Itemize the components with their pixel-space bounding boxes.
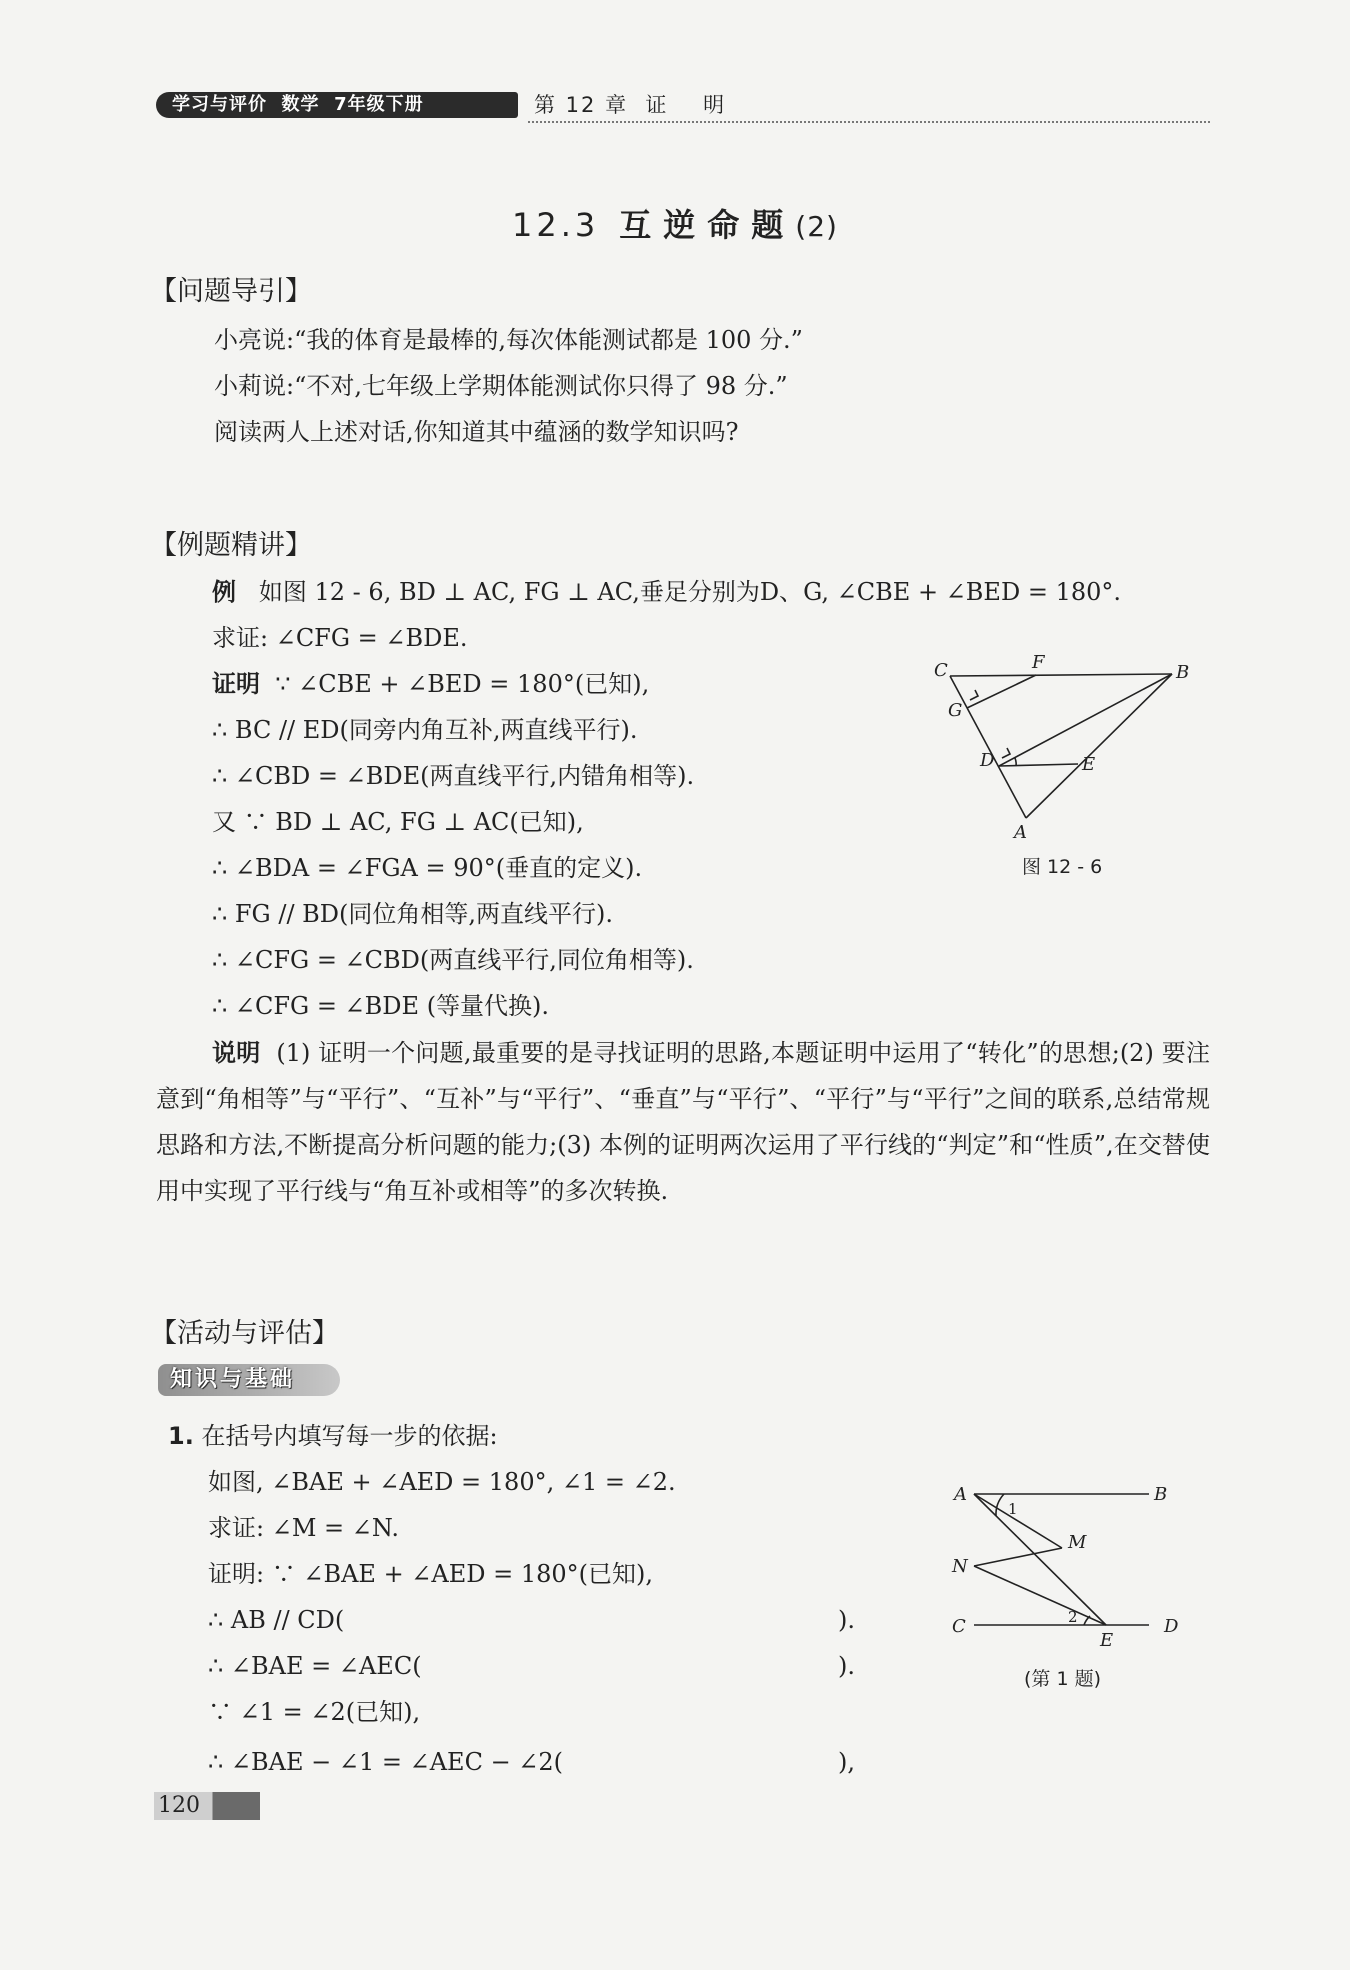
segment-AM (974, 1494, 1062, 1548)
knowledge-basics-badge: 知识与基础 (158, 1364, 340, 1396)
guide-line: 小亮说:“我的体育是最棒的,每次体能测试都是 100 分.” (214, 326, 803, 354)
right-angle-mark-D (1002, 748, 1010, 758)
label-C: C (934, 660, 948, 681)
proof-step: ∴ BC // ED(同旁内角互补,两直线平行). (212, 716, 638, 744)
label-D: D (980, 750, 995, 771)
segment-NE (974, 1566, 1106, 1625)
note-label: 说明 (212, 1039, 261, 1067)
proof-step: ∴ ∠CFG = ∠BDE (等量代换). (212, 992, 550, 1020)
question-number: 1. (168, 1422, 194, 1450)
figure-caption: 图 12 - 6 (1022, 856, 1103, 878)
segment-BA (1026, 674, 1172, 818)
q1-line-blank: ∴ AB // CD( (208, 1606, 345, 1634)
label-E: E (1100, 1630, 1114, 1651)
guide-line: 小莉说:“不对,七年级上学期体能测试你只得了 98 分.” (214, 372, 788, 400)
q1-blank-close: ). (838, 1606, 855, 1634)
segment-GF (967, 675, 1036, 708)
section-heading-example: 【例题精讲】 (150, 530, 312, 561)
label-N: N (952, 1556, 968, 1577)
lesson-part: (2) (795, 210, 838, 243)
label-A: A (954, 1484, 967, 1505)
q1-line: 如图, ∠BAE + ∠AED = 180°, ∠1 = ∠2. (208, 1468, 676, 1496)
label-E: E (1082, 754, 1096, 775)
q1-blank-close: ), (838, 1748, 855, 1776)
proof-step: ∴ ∠CBD = ∠BDE(两直线平行,内错角相等). (212, 762, 695, 790)
segment-DB (999, 674, 1172, 766)
example-label: 例 (212, 578, 236, 606)
proof-line-1 (212, 666, 649, 702)
proof-step: ∴ ∠BDA = ∠FGA = 90°(垂直的定义). (212, 854, 643, 882)
label-G: G (948, 700, 963, 721)
label-angle-1: 1 (1008, 1500, 1018, 1518)
label-B: B (1176, 662, 1190, 683)
segment-MN (974, 1548, 1062, 1566)
question-1-figure-caption: (第 1 题) (1024, 1668, 1101, 1690)
label-D: D (1164, 1616, 1179, 1637)
label-C: C (952, 1616, 966, 1637)
segment-CB (950, 674, 1172, 676)
note-text: (1) 证明一个问题,最重要的是寻找证明的思路,本题证明中运用了“转化”的思想;(2) 要注意到“角相等”与“平行”、“互补”与“平行”、“垂直”与“平行”、“平行”与“平行”之间的联系,总结常规思路和方法,不断提高分析问题的能力;(3) 本例的证明两次运用了平行线的“判定”和“性质”,在交替使用中实现了平行线与“角互补或相等”的多次转换. (156, 1039, 1210, 1205)
lesson-number: 12.3 (512, 206, 600, 244)
segment-AE (974, 1494, 1106, 1625)
proof-label: 证明 (212, 670, 260, 698)
angle-1-mark (996, 1494, 1004, 1516)
label-A: A (1014, 822, 1027, 843)
figure-12-6 (920, 648, 1200, 848)
running-header (156, 90, 1210, 124)
q1-line-blank: ∴ ∠BAE = ∠AEC( (208, 1652, 422, 1680)
example-statement (212, 574, 1121, 610)
q1-blank-close: ). (838, 1652, 855, 1680)
label-B: B (1154, 1484, 1168, 1505)
proof-step: ∵ ∠CBE + ∠BED = 180°(已知), (275, 670, 650, 698)
lesson-title (0, 200, 1350, 246)
segment-DE (999, 764, 1078, 766)
proof-step: 又 ∵ BD ⊥ AC, FG ⊥ AC(已知), (212, 808, 584, 836)
figure-question-1 (944, 1478, 1204, 1658)
question-1-stem (168, 1418, 498, 1454)
chapter-title: 第 12 章 证 明 (534, 93, 727, 117)
example-prove: 求证: ∠CFG = ∠BDE. (212, 624, 468, 652)
example-note (156, 1030, 1210, 1214)
section-heading-guide: 【问题导引】 (150, 276, 312, 307)
proof-step: ∴ ∠CFG = ∠CBD(两直线平行,同位角相等). (212, 946, 694, 974)
label-angle-2: 2 (1068, 1608, 1078, 1626)
example-given: 如图 12 - 6, BD ⊥ AC, FG ⊥ AC,垂足分别为D、G, ∠CBE + ∠BED = 180°. (258, 578, 1122, 606)
header-dotted-rule (528, 121, 1210, 123)
lesson-name: 互逆命题 (619, 206, 796, 244)
page-number: 120 (154, 1792, 260, 1820)
label-M: M (1068, 1532, 1087, 1553)
q1-line: 求证: ∠M = ∠N. (208, 1514, 399, 1542)
book-title-tag: 学习与评价 数学 7年级下册 (156, 92, 518, 118)
proof-step: ∴ FG // BD(同位角相等,两直线平行). (212, 900, 614, 928)
q1-line: ∵ ∠1 = ∠2(已知), (208, 1698, 421, 1726)
q1-line: 证明: ∵ ∠BAE + ∠AED = 180°(已知), (208, 1560, 654, 1588)
section-heading-activity: 【活动与评估】 (150, 1318, 339, 1349)
guide-line: 阅读两人上述对话,你知道其中蕴涵的数学知识吗? (214, 418, 739, 446)
right-angle-mark-G (970, 690, 978, 700)
question-text: 在括号内填写每一步的依据: (201, 1422, 498, 1450)
q1-line-blank: ∴ ∠BAE − ∠1 = ∠AEC − ∠2( (208, 1748, 564, 1776)
label-F: F (1032, 652, 1045, 673)
